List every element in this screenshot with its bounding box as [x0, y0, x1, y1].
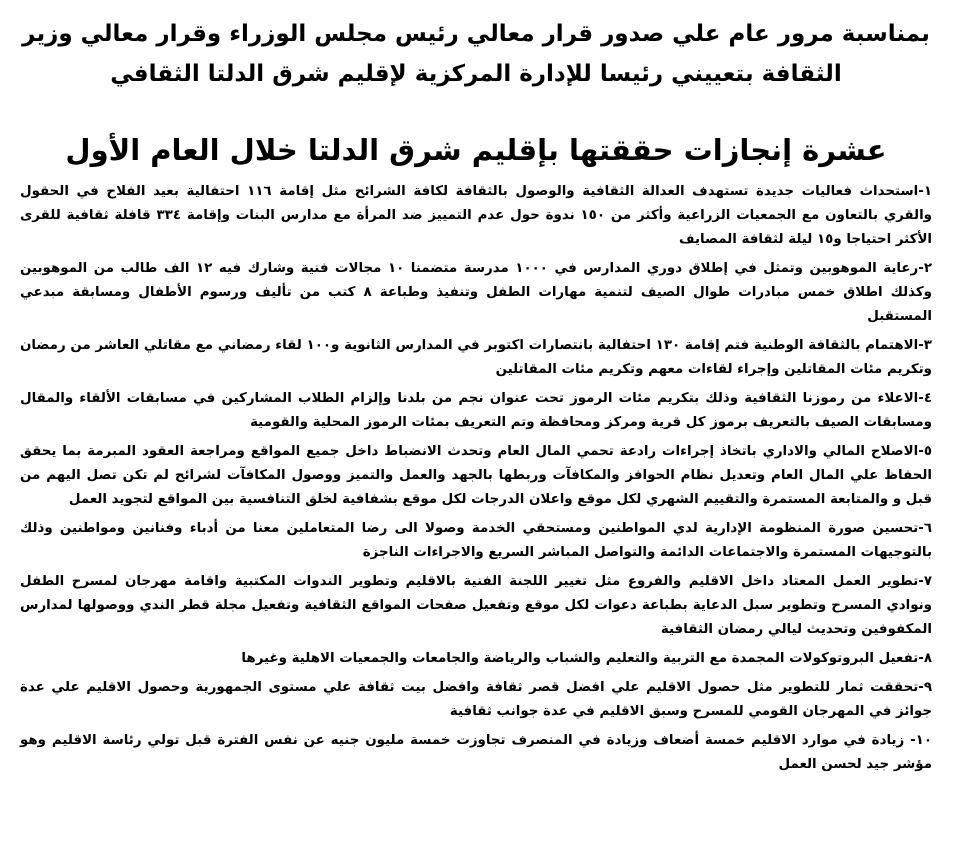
achievement-item-3: ٣-الاهتمام بالثقافة الوطنية فتم إقامة ١٣٠ احتفالية بانتصارات اكتوبر في المدارس الثانوية و١٠٠ لقاء رمضاني مع مقاتلي العاشر من رمضان وتكريم مئات المقاتلين وإجراء لقاءات معهم وتكريم مئات المقاتلين — [20, 338, 932, 377]
achievement-item-10: ١٠- زيادة في موارد الاقليم خمسة أضعاف وزيادة في المنصرف تجاوزت خمسة مليون جنيه عن نفس الفترة قبل تولي رئاسة الاقليم وهو مؤشر جيد لحسن العمل — [20, 733, 932, 772]
achievement-item-7: ٧-تطوير العمل المعتاد داخل الاقليم والفروع مثل تغيير اللجنة الفنية بالاقليم وتطوير الندوات المكتبية واقامة مهرجان لمسرح الطفل ونوادي المسرح وتطوير سبل الدعاية بطباعة دعوات لكل موقع وتفعيل صفحات المواقع الثقافية وتفعيل مجلة قطر الندي ووصولها لمدارس المكفوفين وتحديث ليالي رمضان الثقافية — [20, 574, 932, 637]
achievements-list — [20, 180, 932, 777]
headline-line-2: الثقافة بتعييني رئيسا للإدارة المركزية لإقليم شرق الدلتا الثقافي — [110, 61, 842, 87]
achievement-item-5: ٥-الاصلاح المالي والاداري باتخاذ إجراءات رادعة تحمي المال العام وتحدث الانضباط داخل جميع المواقع ومراجعة العقود المبرمة بما يحقق الحفاظ علي المال العام وتعديل نظام الحوافز والمكافآت وربطها بالجهد والعمل والتميز ووصول المكافآت لشرائح لم تكن تصل اليهم من قبل و والمتابعة المستمرة والتقييم الشهري لكل موقع واعلان الدرجات لكل موقع بشفافية لخلق التنافسية بين المواقع لتجويد العمل — [20, 444, 932, 507]
achievements-title: عشرة إنجازات حققتها بإقليم شرق الدلتا خلال العام الأول — [65, 133, 887, 167]
headline-line-1: بمناسبة مرور عام علي صدور قرار معالي رئيس مجلس الوزراء وقرار معالي وزير — [22, 21, 930, 47]
achievement-item-2: ٢-رعاية الموهوبين وتمثل في إطلاق دوري المدارس في ١٠٠٠ مدرسة متضمنا ١٠ مجالات فنية وشارك فيه ١٢ الف طالب من الموهوبين وكذلك اطلاق خمس مبادرات طوال الصيف لتنمية مهارات الطفل وتنفيذ وطباعة ٨ كتب من تأليف ورسوم الأطفال ومسابقة مبدعي المستقبل — [20, 261, 933, 324]
achievement-item-9: ٩-تحققت ثمار للتطوير مثل حصول الاقليم علي افضل قصر ثقافة وافضل بيت ثقافة علي مستوى الجمهورية وحصول الاقليم علي عدة جوائز في المهرجان القومي للمسرح وسبق الاقليم في عدة جوانب ثقافية — [20, 680, 932, 719]
achievement-item-8: ٨-تفعيل البروتوكولات المجمدة مع التربية والتعليم والشباب والرياضة والجامعات والجمعيات الاهلية وغيرها — [241, 651, 932, 666]
achievement-item-4: ٤-الاعلاء من رموزنا الثقافية وذلك بتكريم مئات الرموز تحت عنوان نجم من بلدنا وإلزام الطلاب المشاركين في مسابقات الألقاء والمقال ومسابقات الصيف بالتعريف برموز كل قرية ومركز ومحافظة وتم التعريف بمئات الرموز المحلية والقومية — [20, 391, 932, 430]
page-headline — [20, 14, 932, 94]
achievement-item-1: ١-استحداث فعاليات جديدة تستهدف العدالة الثقافية والوصول بالثقافة لكافة الشرائح مثل إقامة ١١٦ احتفالية بعيد الفلاح في الحقول والقري بالتعاون مع الجمعيات الزراعية وأكثر من ١٥٠ ندوة حول عدم التمييز ضد المرأة مع مدارس البنات وإقامة ٣٣٤ قافلة ثقافية للقرى الأكثر احتياجا و١٥ ليلة لثقافة المصايف — [20, 184, 932, 247]
achievement-item-6: ٦-تحسين صورة المنظومة الإدارية لدي المواطنين ومستحقي الخدمة وصولا الى رضا المتعاملين معنا من أدباء وفنانين ومواطنين وذلك بالتوجيهات المستمرة والاجتماعات الدائمة والتواصل المباشر السريع والاجراءات الناجزة — [20, 521, 932, 560]
